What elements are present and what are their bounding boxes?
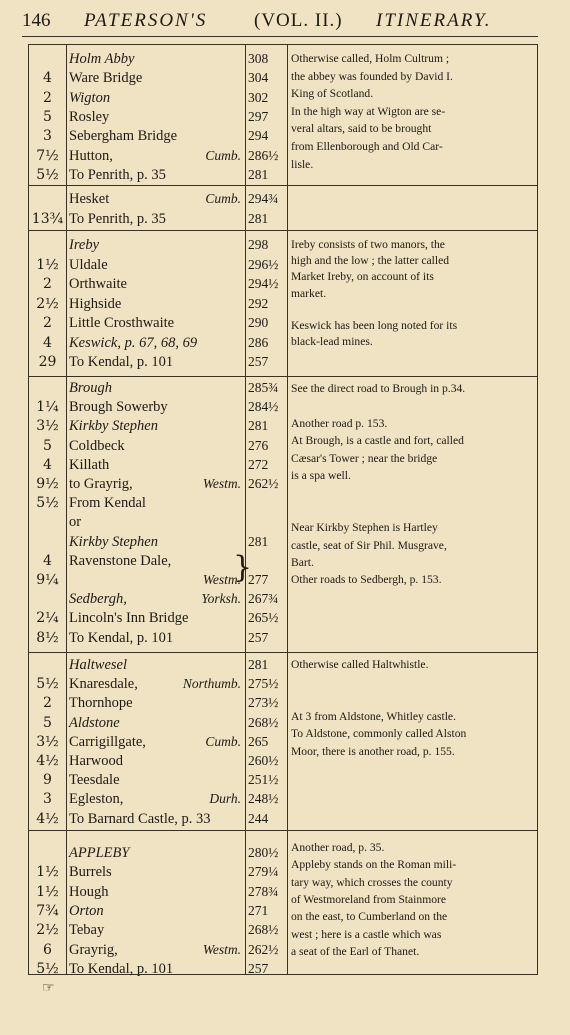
table-row — [69, 532, 243, 552]
distance-cell: 2 — [43, 315, 52, 331]
note-line: Otherwise called, Holm Cultrum ; — [291, 52, 450, 65]
distance-cell — [29, 843, 66, 863]
table-row — [69, 294, 243, 314]
miles-cell: 278¾ — [248, 883, 279, 899]
miles-cell — [248, 512, 286, 532]
note-line: high and the low ; the latter called — [291, 254, 450, 268]
distance-cell: 7¾ — [36, 902, 59, 919]
county-label: Westm. — [202, 476, 241, 491]
note-line: of Westmoreland from Stainmore — [291, 892, 447, 906]
place-name: From Kendal — [69, 495, 146, 512]
distance-cell: 9¼ — [36, 572, 59, 588]
place-name: Sebergham Bridge — [69, 128, 178, 145]
miles-cell: 257 — [248, 960, 269, 976]
table-row — [69, 882, 243, 902]
note-line: Appleby stands on the Roman mili- — [291, 858, 457, 872]
miles-cell: 257 — [248, 629, 269, 645]
distance-cell: 5 — [43, 108, 52, 125]
distance-cell: 1½ — [36, 864, 59, 881]
column-rule — [245, 186, 246, 231]
table-row — [69, 608, 243, 628]
distance-cell: 4 — [43, 70, 52, 87]
distance-cell: 2½ — [36, 295, 59, 312]
distance-cell: 8½ — [36, 629, 59, 646]
place-name: Egleston, — [69, 791, 124, 808]
note-line: Near Kirkby Stephen is Hartley — [291, 521, 438, 535]
place-name: Orthwaite — [69, 276, 127, 292]
place-name: Grayrig, — [69, 941, 118, 958]
distance-cell — [29, 532, 66, 552]
note-line: market. — [291, 286, 327, 300]
column-rule — [245, 653, 246, 831]
place-name: Thornhope — [69, 695, 133, 712]
table-row — [69, 352, 243, 372]
miles-cell: 265 — [248, 733, 269, 749]
note-line: from Ellenborough and Old Car- — [291, 140, 443, 153]
distance-cell: 2¼ — [36, 610, 59, 627]
place-name: To Kendal, p. 101 — [69, 354, 174, 370]
column-rule — [66, 653, 67, 831]
miles-cell: 248½ — [248, 791, 279, 807]
place-name: Killath — [69, 456, 110, 473]
table-row — [69, 789, 243, 809]
distance-cell: 1½ — [36, 883, 59, 900]
route-section — [29, 652, 537, 831]
note-line: the abbey was founded by David I. — [291, 69, 453, 83]
table-row — [69, 940, 243, 960]
distance-cell: 2 — [43, 276, 52, 292]
table-row — [69, 843, 243, 863]
distance-cell: 2 — [43, 695, 52, 712]
column-rule — [287, 45, 288, 186]
table-row — [69, 493, 243, 513]
note-line: Another road, p. 35. — [291, 841, 385, 854]
column-rule — [287, 831, 288, 975]
table-row — [69, 165, 243, 185]
miles-cell: 277 — [248, 572, 269, 587]
miles-cell: 294½ — [248, 276, 279, 291]
miles-cell: 294 — [248, 128, 269, 144]
note-line: a seat of the Earl of Thanet. — [291, 944, 420, 958]
table-row — [69, 713, 243, 733]
distance-cell: 9½ — [36, 476, 59, 492]
miles-cell: 260½ — [248, 753, 279, 768]
table-row — [69, 920, 243, 940]
place-name: Brough — [69, 380, 112, 396]
distance-cell: 3 — [43, 128, 52, 145]
miles-cell — [248, 493, 286, 513]
miles-cell: 308 — [248, 51, 269, 66]
note-line: veral altars, said to be brought — [291, 122, 432, 136]
note-line: Keswick has been long noted for its — [291, 319, 458, 332]
brace-mark: } — [233, 549, 253, 585]
place-name: Uldale — [69, 256, 108, 273]
county-label: Cumb. — [205, 191, 241, 206]
miles-cell: 262½ — [248, 941, 279, 957]
note-line: See the direct road to Brough in p.34. — [291, 382, 466, 395]
place-name: Carrigillgate, — [69, 733, 146, 750]
miles-cell: 271 — [248, 902, 269, 918]
place-name: Hesket — [69, 191, 110, 207]
distance-cell — [29, 512, 66, 532]
distance-cell — [29, 49, 66, 69]
miles-cell: 275½ — [248, 676, 279, 692]
column-rule — [245, 831, 246, 975]
miles-cell: 265½ — [248, 610, 279, 626]
column-rule — [66, 45, 67, 186]
distance-cell: 4 — [43, 334, 52, 351]
pointing-hand-mark: ☞ — [42, 980, 55, 996]
place-name: Tebay — [69, 922, 105, 939]
note-line: Other roads to Sedbergh, p. 153. — [291, 573, 442, 587]
table-row — [69, 189, 243, 209]
miles-cell: 272 — [248, 456, 269, 472]
miles-cell: 286½ — [248, 147, 279, 163]
table-row — [69, 770, 243, 790]
note-line: black-lead mines. — [291, 335, 373, 349]
table-row — [69, 68, 243, 88]
miles-cell: 281 — [248, 418, 269, 434]
miles-cell: 290 — [248, 315, 269, 330]
table-row — [69, 397, 243, 417]
column-rule — [66, 831, 67, 975]
place-name: Harwood — [69, 753, 123, 769]
table-row — [69, 959, 243, 979]
table-row — [69, 333, 243, 353]
miles-cell: 294¾ — [248, 191, 279, 206]
distance-cell — [29, 589, 66, 609]
distance-cell: 5 — [43, 437, 52, 454]
header-rule — [22, 36, 538, 37]
column-rule — [245, 377, 246, 653]
table-row — [69, 146, 243, 166]
miles-cell: 279¼ — [248, 864, 279, 880]
table-row — [69, 862, 243, 882]
table-row — [69, 732, 243, 752]
table-row — [69, 628, 243, 648]
place-name: Haltwesel — [69, 657, 127, 673]
distance-cell: 29 — [38, 354, 57, 370]
note-line: At 3 from Aldstone, Whitley castle. — [291, 709, 456, 723]
miles-cell: 268½ — [248, 714, 279, 730]
note-line: castle, seat of Sir Phil. Musgrave, — [291, 538, 447, 552]
miles-cell — [248, 551, 286, 571]
volume-label: (VOL. II.) — [254, 10, 343, 31]
table-row — [69, 209, 243, 229]
miles-cell: 281 — [248, 166, 269, 182]
place-name: Aldstone — [69, 714, 120, 731]
distance-cell: 3 — [43, 791, 52, 808]
miles-cell: 296½ — [248, 256, 279, 272]
distance-cell: 5½ — [36, 495, 59, 512]
note-line: In the high way at Wigton are se- — [291, 104, 446, 118]
place-name: Teesdale — [69, 772, 120, 789]
place-name: Hough — [69, 883, 109, 900]
note-line: King of Scotland. — [291, 87, 374, 101]
note-line: To Aldstone, commonly called Alston — [291, 727, 467, 741]
miles-cell: 292 — [248, 295, 269, 311]
distance-cell: 7½ — [36, 147, 59, 164]
note-line: At Brough, is a castle and fort, called — [291, 434, 464, 448]
county-label: Westm. — [202, 941, 241, 957]
route-section — [29, 376, 537, 653]
miles-cell: 286 — [248, 334, 269, 350]
note-line: Moor, there is another road, p. 155. — [291, 744, 455, 758]
table-row — [69, 107, 243, 127]
distance-cell — [29, 235, 66, 255]
miles-cell: 251½ — [248, 772, 279, 788]
place-name: Wigton — [69, 89, 111, 106]
county-label: Yorksh. — [201, 591, 241, 607]
distance-cell: 5½ — [36, 676, 59, 693]
running-title: PATERSON'S — [84, 10, 208, 31]
table-row — [69, 674, 243, 694]
place-name: Coldbeck — [69, 437, 125, 454]
place-name: Kirkby Stephen — [69, 533, 158, 550]
distance-cell: 1½ — [36, 256, 59, 273]
note-line: lisle. — [291, 157, 314, 171]
miles-cell: 281 — [248, 657, 269, 672]
route-section — [29, 44, 537, 186]
place-name: Brough Sowerby — [69, 399, 168, 416]
miles-cell: 257 — [248, 354, 269, 369]
column-rule — [287, 653, 288, 831]
column-rule — [66, 231, 67, 377]
note-line: is a spa well. — [291, 469, 351, 482]
distance-cell: 2 — [43, 89, 52, 106]
miles-cell: 262½ — [248, 476, 279, 491]
place-name: Little Crosthwaite — [69, 315, 175, 331]
note-line: Cæsar's Tower ; near the bridge — [291, 451, 438, 465]
distance-cell: 4 — [43, 456, 52, 473]
county-label: Cumb. — [205, 147, 241, 163]
distance-cell: 1¼ — [36, 399, 59, 416]
distance-cell: 2½ — [36, 922, 59, 939]
place-name: Ireby — [69, 237, 100, 253]
place-name: to Grayrig, — [69, 476, 133, 492]
table-row — [69, 88, 243, 108]
table-row — [69, 274, 243, 294]
note-line: west ; here is a castle which was — [291, 927, 442, 941]
miles-cell: 297 — [248, 108, 269, 124]
miles-cell: 268½ — [248, 922, 279, 938]
miles-cell: 285¾ — [248, 380, 279, 395]
county-label: Durh. — [209, 791, 241, 807]
place-name: Burrels — [69, 864, 112, 881]
note-line: Ireby consists of two manors, the — [291, 238, 445, 251]
place-name: To Penrith, p. 35 — [69, 166, 166, 183]
running-subtitle: ITINERARY. — [376, 10, 492, 31]
distance-cell: 4 — [43, 552, 52, 569]
place-name: Highside — [69, 295, 122, 312]
note-line: Bart. — [291, 556, 314, 569]
note-line: Otherwise called Haltwhistle. — [291, 658, 429, 671]
table-row — [69, 751, 243, 771]
place-name: To Kendal, p. 101 — [69, 960, 174, 977]
place-name: Keswick, p. 67, 68, 69 — [69, 334, 198, 351]
column-rule — [287, 377, 288, 653]
miles-cell: 276 — [248, 437, 269, 453]
table-row — [69, 436, 243, 456]
table-row — [69, 551, 243, 571]
miles-cell: 302 — [248, 89, 269, 105]
miles-cell: 244 — [248, 810, 269, 826]
table-row — [69, 455, 243, 475]
route-section — [29, 830, 537, 975]
route-section — [29, 230, 537, 377]
table-row — [69, 901, 243, 921]
place-name: Sedbergh, — [69, 591, 127, 608]
table-row — [69, 378, 243, 398]
distance-cell: 13¾ — [31, 210, 64, 227]
place-name: APPLEBY — [69, 845, 130, 861]
place-name: Orton — [69, 902, 104, 919]
miles-cell: 267¾ — [248, 591, 279, 607]
place-name: Ware Bridge — [69, 70, 143, 87]
column-rule — [287, 231, 288, 377]
table-row — [69, 809, 243, 829]
place-name: To Barnard Castle, p. 33 — [69, 810, 211, 827]
table-row — [69, 589, 243, 609]
place-name: Lincoln's Inn Bridge — [69, 610, 189, 627]
miles-cell: 273½ — [248, 695, 279, 711]
distance-cell: 5½ — [36, 166, 59, 183]
table-row — [69, 255, 243, 275]
column-rule — [245, 45, 246, 186]
column-rule — [66, 186, 67, 231]
place-name: Knaresdale, — [69, 676, 138, 693]
miles-cell: 280½ — [248, 845, 279, 860]
note-line: tary way, which crosses the county — [291, 875, 453, 889]
miles-cell: 281 — [248, 533, 269, 549]
distance-cell: 5½ — [36, 960, 59, 977]
table-row — [69, 235, 243, 255]
table-row — [69, 126, 243, 146]
miles-cell: 298 — [248, 237, 269, 252]
distance-cell: 3½ — [36, 733, 59, 750]
distance-cell — [29, 189, 66, 209]
distance-cell: 3½ — [36, 418, 59, 435]
page-number: 146 — [22, 10, 51, 31]
note-line: Another road p. 153. — [291, 416, 388, 430]
table-row — [69, 693, 243, 713]
distance-cell: 6 — [43, 941, 52, 958]
distance-cell: 5 — [43, 714, 52, 731]
place-name: or — [69, 514, 82, 531]
county-label: Northumb. — [182, 676, 241, 692]
table-row — [69, 512, 243, 532]
distance-cell: 9 — [43, 772, 52, 789]
note-line: Market Ireby, on account of its — [291, 270, 434, 284]
table-row — [69, 474, 243, 494]
note-line: on the east, to Cumberland on the — [291, 910, 448, 924]
county-label: Westm. — [202, 572, 241, 587]
route-section — [29, 185, 537, 231]
column-rule — [287, 186, 288, 231]
place-name: Kirkby Stephen — [69, 418, 158, 435]
place-name: Rosley — [69, 108, 110, 125]
table-row — [69, 313, 243, 333]
column-rule — [245, 231, 246, 377]
table-row — [69, 416, 243, 436]
distance-cell: 4½ — [36, 810, 59, 827]
miles-cell: 281 — [248, 210, 269, 226]
page-header — [22, 10, 550, 36]
county-label: Cumb. — [205, 733, 241, 749]
place-name: Ravenstone Dale, — [69, 552, 172, 569]
miles-cell: 284½ — [248, 399, 279, 415]
table-row — [69, 49, 243, 69]
table-row — [69, 655, 243, 675]
place-name: To Penrith, p. 35 — [69, 210, 166, 227]
itinerary-table — [28, 44, 538, 975]
place-name: Hutton, — [69, 147, 113, 164]
distance-cell: 4½ — [36, 753, 59, 769]
distance-cell — [29, 655, 66, 675]
place-name: Holm Abby — [69, 51, 135, 67]
column-rule — [66, 377, 67, 653]
distance-cell — [29, 378, 66, 398]
place-name: To Kendal, p. 101 — [69, 629, 174, 646]
miles-cell: 304 — [248, 70, 269, 86]
table-row — [69, 570, 243, 590]
